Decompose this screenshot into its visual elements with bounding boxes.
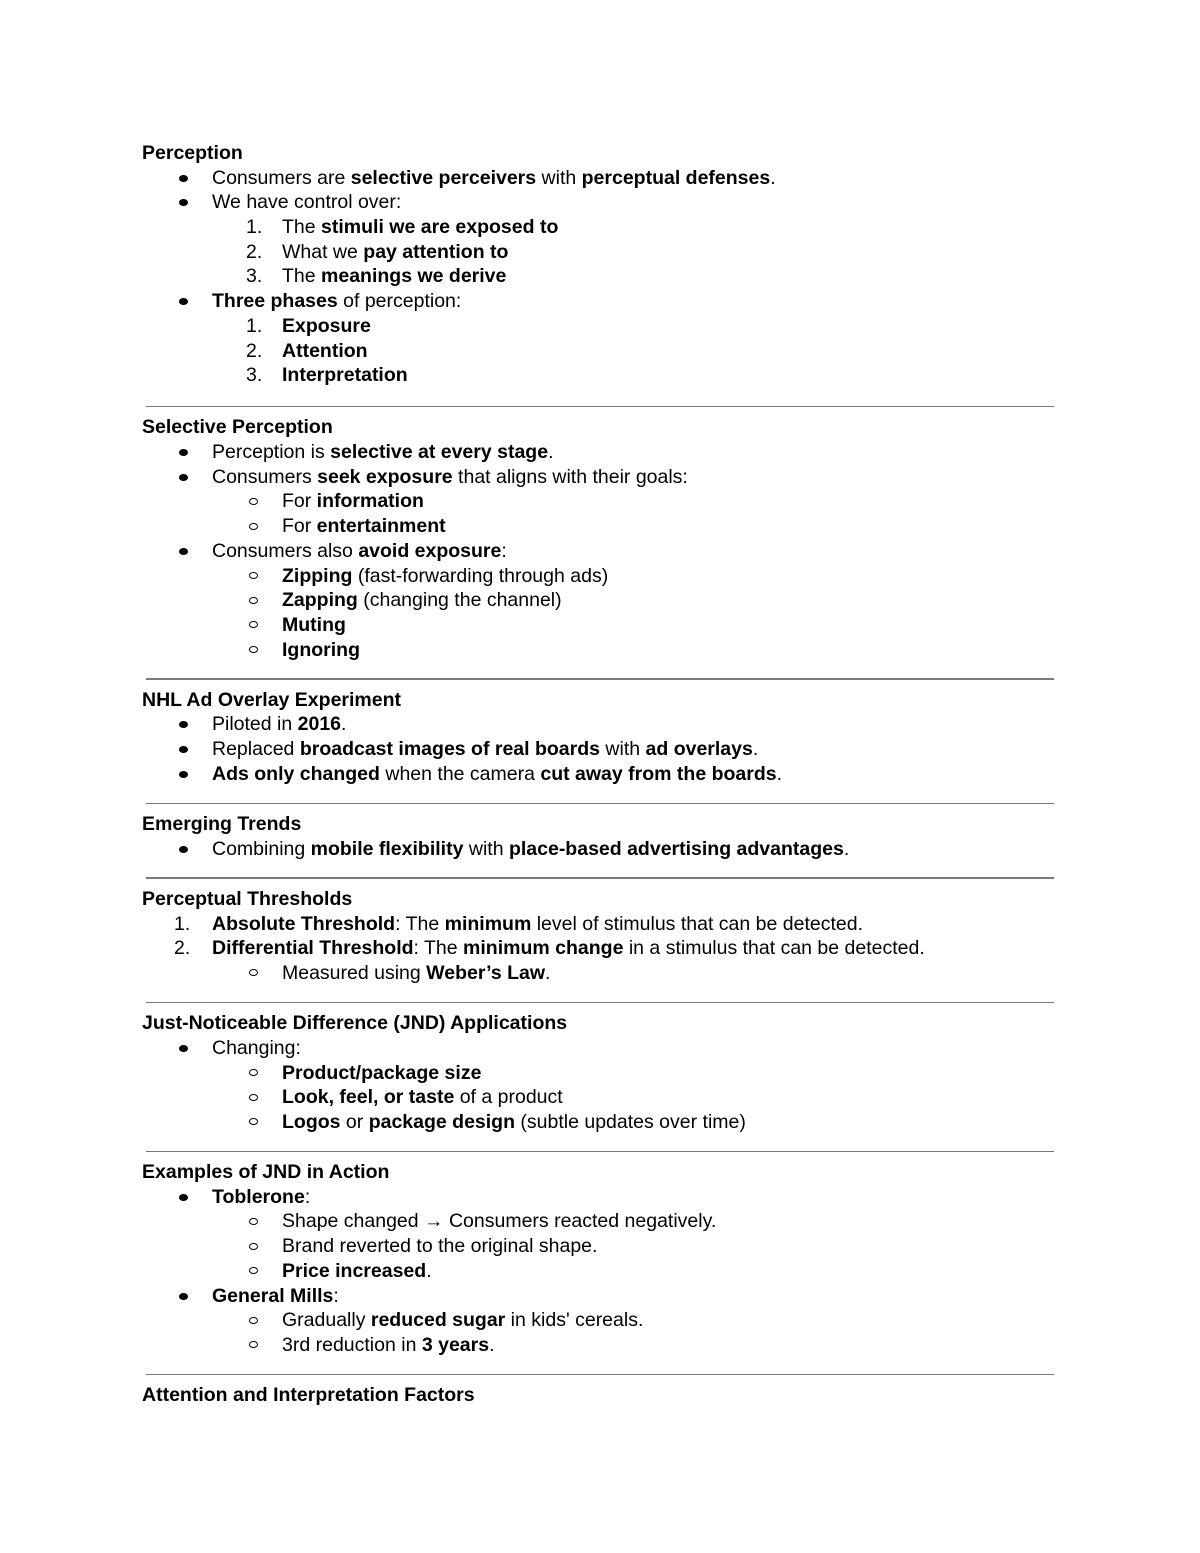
section-heading: Perceptual Thresholds	[142, 887, 353, 910]
sub-list-item: 3rd reduction in 3 years.	[142, 1333, 1054, 1358]
horizontal-divider	[146, 678, 1054, 680]
sub-list-item: Shape changed → Consumers reacted negatively.	[142, 1209, 1054, 1234]
numbered-item: 1. Absolute Threshold: The minimum level of stimulus that can be detected.	[174, 912, 863, 935]
sub-list-item: Muting	[142, 613, 1054, 638]
list-item: General Mills:	[142, 1284, 1054, 1309]
section-heading: NHL Ad Overlay Experiment	[142, 688, 402, 711]
sub-list-item: Zapping (changing the channel)	[142, 588, 1054, 613]
list-item: Replaced broadcast images of real boards with ad overlays.	[142, 737, 1054, 762]
numbered-item: 2. Differential Threshold: The minimum change in a stimulus that can be detected.	[174, 937, 925, 960]
list-item: Piloted in 2016.	[142, 712, 1054, 737]
list-item: Changing:	[142, 1036, 1054, 1061]
sub-list-item: Zipping (fast-forwarding through ads)	[142, 564, 1054, 589]
section-heading: Selective Perception	[142, 416, 333, 439]
section-heading: Attention and Interpretation Factors	[142, 1384, 475, 1407]
section-jnd-applications	[142, 1011, 1054, 1134]
section-heading: Perception	[142, 142, 243, 164]
section-emerging-trends	[142, 812, 1054, 861]
numbered-item: 2. Attention	[246, 339, 368, 362]
section-heading: Examples of JND in Action	[142, 1161, 390, 1184]
sub-list-item: Measured using Weber’s Law.	[142, 961, 1054, 986]
section-selective-perception	[142, 415, 1054, 662]
list-item: Three phases of perception:	[142, 289, 1054, 314]
sub-list-item: Product/package size	[142, 1061, 1054, 1086]
numbered-item: 3. Interpretation	[246, 364, 408, 387]
horizontal-divider	[146, 877, 1054, 879]
sub-list-item: Logos or package design (subtle updates over time)	[142, 1110, 1054, 1135]
document-page	[142, 141, 1054, 1408]
sub-list-item: For entertainment	[142, 514, 1054, 539]
list-item: Combining mobile flexibility with place-based advertising advantages.	[142, 837, 1054, 862]
section-jnd-examples	[142, 1160, 1054, 1358]
section-attention-factors	[142, 1383, 1054, 1408]
sub-list-item: Ignoring	[142, 638, 1054, 663]
horizontal-divider	[146, 406, 1054, 408]
numbered-item: 2. What we pay attention to	[246, 240, 509, 263]
section-perceptual-thresholds	[142, 887, 1054, 986]
section-heading: Just-Noticeable Difference (JND) Applications	[142, 1012, 568, 1035]
sub-list-item: Price increased.	[142, 1259, 1054, 1284]
horizontal-divider	[146, 1374, 1054, 1376]
list-item: Ads only changed when the camera cut away from the boards.	[142, 762, 1054, 787]
horizontal-divider	[146, 1151, 1054, 1153]
sub-list-item: For information	[142, 489, 1054, 514]
list-item: Toblerone:	[142, 1185, 1054, 1210]
sub-list-item: Brand reverted to the original shape.	[142, 1234, 1054, 1259]
horizontal-divider	[146, 1002, 1054, 1004]
list-item: Consumers also avoid exposure:	[142, 539, 1054, 564]
numbered-item: 1. The stimuli we are exposed to	[246, 216, 559, 239]
sub-list-item: Gradually reduced sugar in kids' cereals.	[142, 1308, 1054, 1333]
section-nhl	[142, 688, 1054, 787]
list-item: Perception is selective at every stage.	[142, 440, 1054, 465]
list-item: Consumers are selective perceivers with perceptual defenses.	[142, 166, 1054, 191]
section-perception	[142, 141, 1054, 388]
list-item: Consumers seek exposure that aligns with their goals:	[142, 465, 1054, 490]
section-heading: Emerging Trends	[142, 813, 302, 835]
numbered-item: 3. The meanings we derive	[246, 265, 507, 288]
sub-list-item: Look, feel, or taste of a product	[142, 1085, 1054, 1110]
horizontal-divider	[146, 803, 1054, 805]
list-item: We have control over:	[142, 190, 1054, 215]
numbered-item: 1. Exposure	[246, 314, 371, 337]
